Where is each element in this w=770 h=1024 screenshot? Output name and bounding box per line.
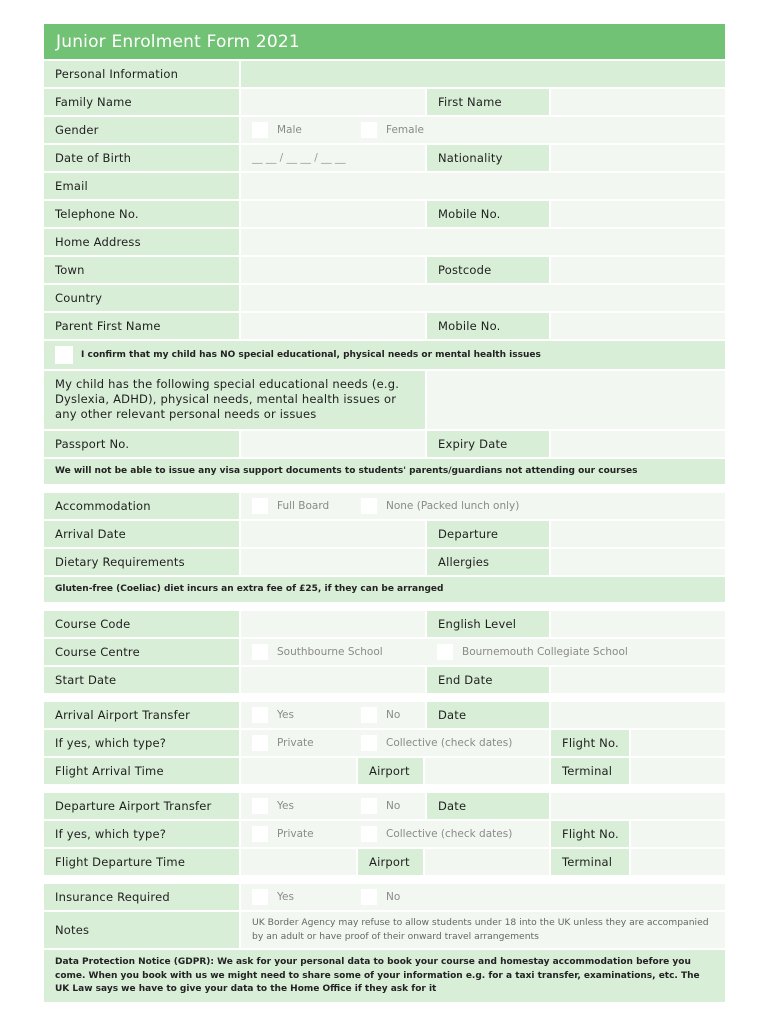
town-label: Town bbox=[44, 257, 241, 283]
dietary-field[interactable] bbox=[241, 549, 427, 575]
parent-mobile-label: Mobile No. bbox=[427, 313, 551, 339]
gdpr-row bbox=[44, 950, 725, 1004]
arrival-transfer-options bbox=[241, 702, 427, 728]
telephone-row bbox=[44, 201, 725, 229]
departure-private-label: Private bbox=[277, 828, 314, 840]
arrival-flight-no-label: Flight No. bbox=[551, 730, 631, 756]
arrival-flight-no-field[interactable] bbox=[631, 730, 725, 756]
telephone-field[interactable] bbox=[241, 201, 427, 227]
confirm-row bbox=[44, 341, 725, 371]
arrival-date-row bbox=[44, 521, 725, 549]
nationality-field[interactable] bbox=[551, 145, 725, 171]
arrival-type-label: If yes, which type? bbox=[44, 730, 241, 756]
departure-type-row bbox=[44, 821, 725, 849]
bournemouth-checkbox[interactable] bbox=[437, 644, 453, 660]
bournemouth-label: Bournemouth Collegiate School bbox=[462, 646, 628, 658]
arrival-no-label: No bbox=[386, 709, 401, 721]
needs-label: My child has the following special educational needs (e.g. Dyslexia, ADHD), physical needs, mental health issues or any other relevant personal needs or issues bbox=[44, 371, 427, 429]
gender-row bbox=[44, 117, 725, 145]
male-checkbox[interactable] bbox=[252, 122, 268, 138]
course-code-field[interactable] bbox=[241, 611, 427, 637]
departure-collective-label: Collective (check dates) bbox=[386, 828, 513, 840]
accommodation-options bbox=[241, 493, 725, 519]
arrival-collective-label: Collective (check dates) bbox=[386, 737, 513, 749]
accommodation-label: Accommodation bbox=[44, 493, 241, 519]
gdpr-notice: Data Protection Notice (GDPR): We ask for your personal data to book your course and homestay accommodation before you come. When you book with us we might need to share some of your information e.g. for a taxi transfer, examinations, etc. The UK Law says we have to give your data to the Home Office if they ask for it bbox=[44, 950, 725, 1002]
female-label: Female bbox=[386, 124, 424, 136]
mobile-field[interactable] bbox=[551, 201, 725, 227]
insurance-row bbox=[44, 884, 725, 912]
notes-label: Notes bbox=[44, 912, 241, 948]
arrival-time-row bbox=[44, 758, 725, 786]
arrival-date-label: Arrival Date bbox=[44, 521, 241, 547]
personal-info-blank bbox=[241, 61, 725, 87]
arrival-private-checkbox[interactable] bbox=[252, 735, 268, 751]
departure-flight-no-field[interactable] bbox=[631, 821, 725, 847]
accommodation-row bbox=[44, 493, 725, 521]
arrival-collective-checkbox[interactable] bbox=[361, 735, 377, 751]
departure-collective-checkbox[interactable] bbox=[361, 826, 377, 842]
dob-row bbox=[44, 145, 725, 173]
end-date-field[interactable] bbox=[551, 667, 725, 693]
section-gap bbox=[44, 695, 725, 702]
notes-text: UK Border Agency may refuse to allow students under 18 into the UK unless they are accompanied by an adult or have proof of their onward travel arrangements bbox=[241, 912, 725, 948]
none-label: None (Packed lunch only) bbox=[386, 500, 520, 512]
email-label: Email bbox=[44, 173, 241, 199]
gender-label: Gender bbox=[44, 117, 241, 143]
dietary-label: Dietary Requirements bbox=[44, 549, 241, 575]
section-gap bbox=[44, 486, 725, 493]
visa-note-row bbox=[44, 459, 725, 486]
home-address-row bbox=[44, 229, 725, 257]
course-centre-row bbox=[44, 639, 725, 667]
departure-transfer-date-field[interactable] bbox=[551, 793, 725, 819]
home-address-label: Home Address bbox=[44, 229, 241, 255]
parent-row bbox=[44, 313, 725, 341]
mobile-label: Mobile No. bbox=[427, 201, 551, 227]
departure-transfer-label: Departure Airport Transfer bbox=[44, 793, 241, 819]
departure-transfer-options bbox=[241, 793, 427, 819]
parent-first-name-label: Parent First Name bbox=[44, 313, 241, 339]
departure-date-label: Date bbox=[427, 793, 551, 819]
postcode-label: Postcode bbox=[427, 257, 551, 283]
gender-options bbox=[241, 117, 725, 143]
arrival-yes-checkbox[interactable] bbox=[252, 707, 268, 723]
gluten-note: Gluten-free (Coeliac) diet incurs an extra fee of £25, if they can be arranged bbox=[44, 577, 725, 602]
section-gap bbox=[44, 877, 725, 884]
arrival-transfer-row bbox=[44, 702, 725, 730]
course-centre-options bbox=[241, 639, 725, 665]
dietary-row bbox=[44, 549, 725, 577]
departure-label: Departure bbox=[427, 521, 551, 547]
english-level-label: English Level bbox=[427, 611, 551, 637]
personal-info-row bbox=[44, 61, 725, 89]
departure-airport-field[interactable] bbox=[425, 849, 551, 875]
country-row bbox=[44, 285, 725, 313]
arrival-no-checkbox[interactable] bbox=[361, 707, 377, 723]
passport-label: Passport No. bbox=[44, 431, 241, 457]
departure-time-label: Flight Departure Time bbox=[44, 849, 241, 875]
allergies-label: Allergies bbox=[427, 549, 551, 575]
insurance-label: Insurance Required bbox=[44, 884, 241, 910]
departure-time-field[interactable] bbox=[241, 849, 358, 875]
section-gap bbox=[44, 604, 725, 611]
insurance-options bbox=[241, 884, 725, 910]
needs-row bbox=[44, 371, 725, 431]
end-date-label: End Date bbox=[427, 667, 551, 693]
form-title: Junior Enrolment Form 2021 bbox=[44, 24, 725, 61]
arrival-airport-field[interactable] bbox=[425, 758, 551, 784]
arrival-terminal-label: Terminal bbox=[551, 758, 631, 784]
arrival-terminal-field[interactable] bbox=[631, 758, 725, 784]
none-checkbox[interactable] bbox=[361, 498, 377, 514]
gluten-note-row bbox=[44, 577, 725, 604]
departure-type-options bbox=[241, 821, 551, 847]
email-field[interactable] bbox=[241, 173, 725, 199]
female-checkbox[interactable] bbox=[361, 122, 377, 138]
insurance-yes-checkbox[interactable] bbox=[252, 889, 268, 905]
family-name-field[interactable] bbox=[241, 89, 427, 115]
departure-no-checkbox[interactable] bbox=[361, 798, 377, 814]
section-gap bbox=[44, 786, 725, 793]
arrival-yes-label: Yes bbox=[277, 709, 294, 721]
start-date-field[interactable] bbox=[241, 667, 427, 693]
departure-private-checkbox[interactable] bbox=[252, 826, 268, 842]
departure-transfer-row bbox=[44, 793, 725, 821]
departure-no-label: No bbox=[386, 800, 401, 812]
family-name-label: Family Name bbox=[44, 89, 241, 115]
allergies-field[interactable] bbox=[551, 549, 725, 575]
telephone-label: Telephone No. bbox=[44, 201, 241, 227]
course-code-row bbox=[44, 611, 725, 639]
departure-yes-checkbox[interactable] bbox=[252, 798, 268, 814]
arrival-time-field[interactable] bbox=[241, 758, 358, 784]
course-centre-label: Course Centre bbox=[44, 639, 241, 665]
departure-field[interactable] bbox=[551, 521, 725, 547]
notes-row bbox=[44, 912, 725, 950]
personal-info-heading: Personal Information bbox=[44, 61, 241, 87]
passport-field[interactable] bbox=[241, 431, 427, 457]
dob-field[interactable]: __ __ / __ __ / __ __ bbox=[241, 145, 427, 171]
start-date-label: Start Date bbox=[44, 667, 241, 693]
arrival-airport-label: Airport bbox=[358, 758, 425, 784]
insurance-no-label: No bbox=[386, 891, 401, 903]
course-code-label: Course Code bbox=[44, 611, 241, 637]
nationality-label: Nationality bbox=[427, 145, 551, 171]
home-address-field[interactable] bbox=[241, 229, 725, 255]
confirm-checkbox[interactable] bbox=[55, 346, 73, 364]
parent-mobile-field[interactable] bbox=[551, 313, 725, 339]
male-label: Male bbox=[277, 124, 302, 136]
visa-note: We will not be able to issue any visa support documents to students' parents/guardians not attending our courses bbox=[44, 459, 725, 484]
family-name-row bbox=[44, 89, 725, 117]
arrival-private-label: Private bbox=[277, 737, 314, 749]
departure-flight-no-label: Flight No. bbox=[551, 821, 631, 847]
departure-time-row bbox=[44, 849, 725, 877]
passport-row bbox=[44, 431, 725, 459]
arrival-time-label: Flight Arrival Time bbox=[44, 758, 241, 784]
arrival-date-field[interactable] bbox=[241, 521, 427, 547]
departure-terminal-field[interactable] bbox=[631, 849, 725, 875]
enrolment-form bbox=[44, 24, 725, 1004]
country-field[interactable] bbox=[241, 285, 725, 311]
parent-first-name-field[interactable] bbox=[241, 313, 427, 339]
arrival-transfer-date-field[interactable] bbox=[551, 702, 725, 728]
southbourne-checkbox[interactable] bbox=[252, 644, 268, 660]
needs-field[interactable] bbox=[427, 371, 725, 429]
first-name-field[interactable] bbox=[551, 89, 725, 115]
start-date-row bbox=[44, 667, 725, 695]
country-label: Country bbox=[44, 285, 241, 311]
postcode-field[interactable] bbox=[551, 257, 725, 283]
arrival-transfer-label: Arrival Airport Transfer bbox=[44, 702, 241, 728]
arrival-date-label-2: Date bbox=[427, 702, 551, 728]
email-row bbox=[44, 173, 725, 201]
insurance-no-checkbox[interactable] bbox=[361, 889, 377, 905]
arrival-type-row bbox=[44, 730, 725, 758]
dob-label: Date of Birth bbox=[44, 145, 241, 171]
full-board-checkbox[interactable] bbox=[252, 498, 268, 514]
arrival-type-options bbox=[241, 730, 551, 756]
english-level-field[interactable] bbox=[551, 611, 725, 637]
insurance-yes-label: Yes bbox=[277, 891, 294, 903]
town-field[interactable] bbox=[241, 257, 427, 283]
confirm-cell bbox=[44, 341, 725, 369]
town-row bbox=[44, 257, 725, 285]
full-board-label: Full Board bbox=[277, 500, 330, 512]
southbourne-label: Southbourne School bbox=[277, 646, 383, 658]
departure-type-label: If yes, which type? bbox=[44, 821, 241, 847]
departure-airport-label: Airport bbox=[358, 849, 425, 875]
departure-terminal-label: Terminal bbox=[551, 849, 631, 875]
first-name-label: First Name bbox=[427, 89, 551, 115]
confirm-text: I confirm that my child has NO special educational, physical needs or mental health issues bbox=[81, 349, 541, 360]
expiry-label: Expiry Date bbox=[427, 431, 551, 457]
departure-yes-label: Yes bbox=[277, 800, 294, 812]
expiry-field[interactable] bbox=[551, 431, 725, 457]
